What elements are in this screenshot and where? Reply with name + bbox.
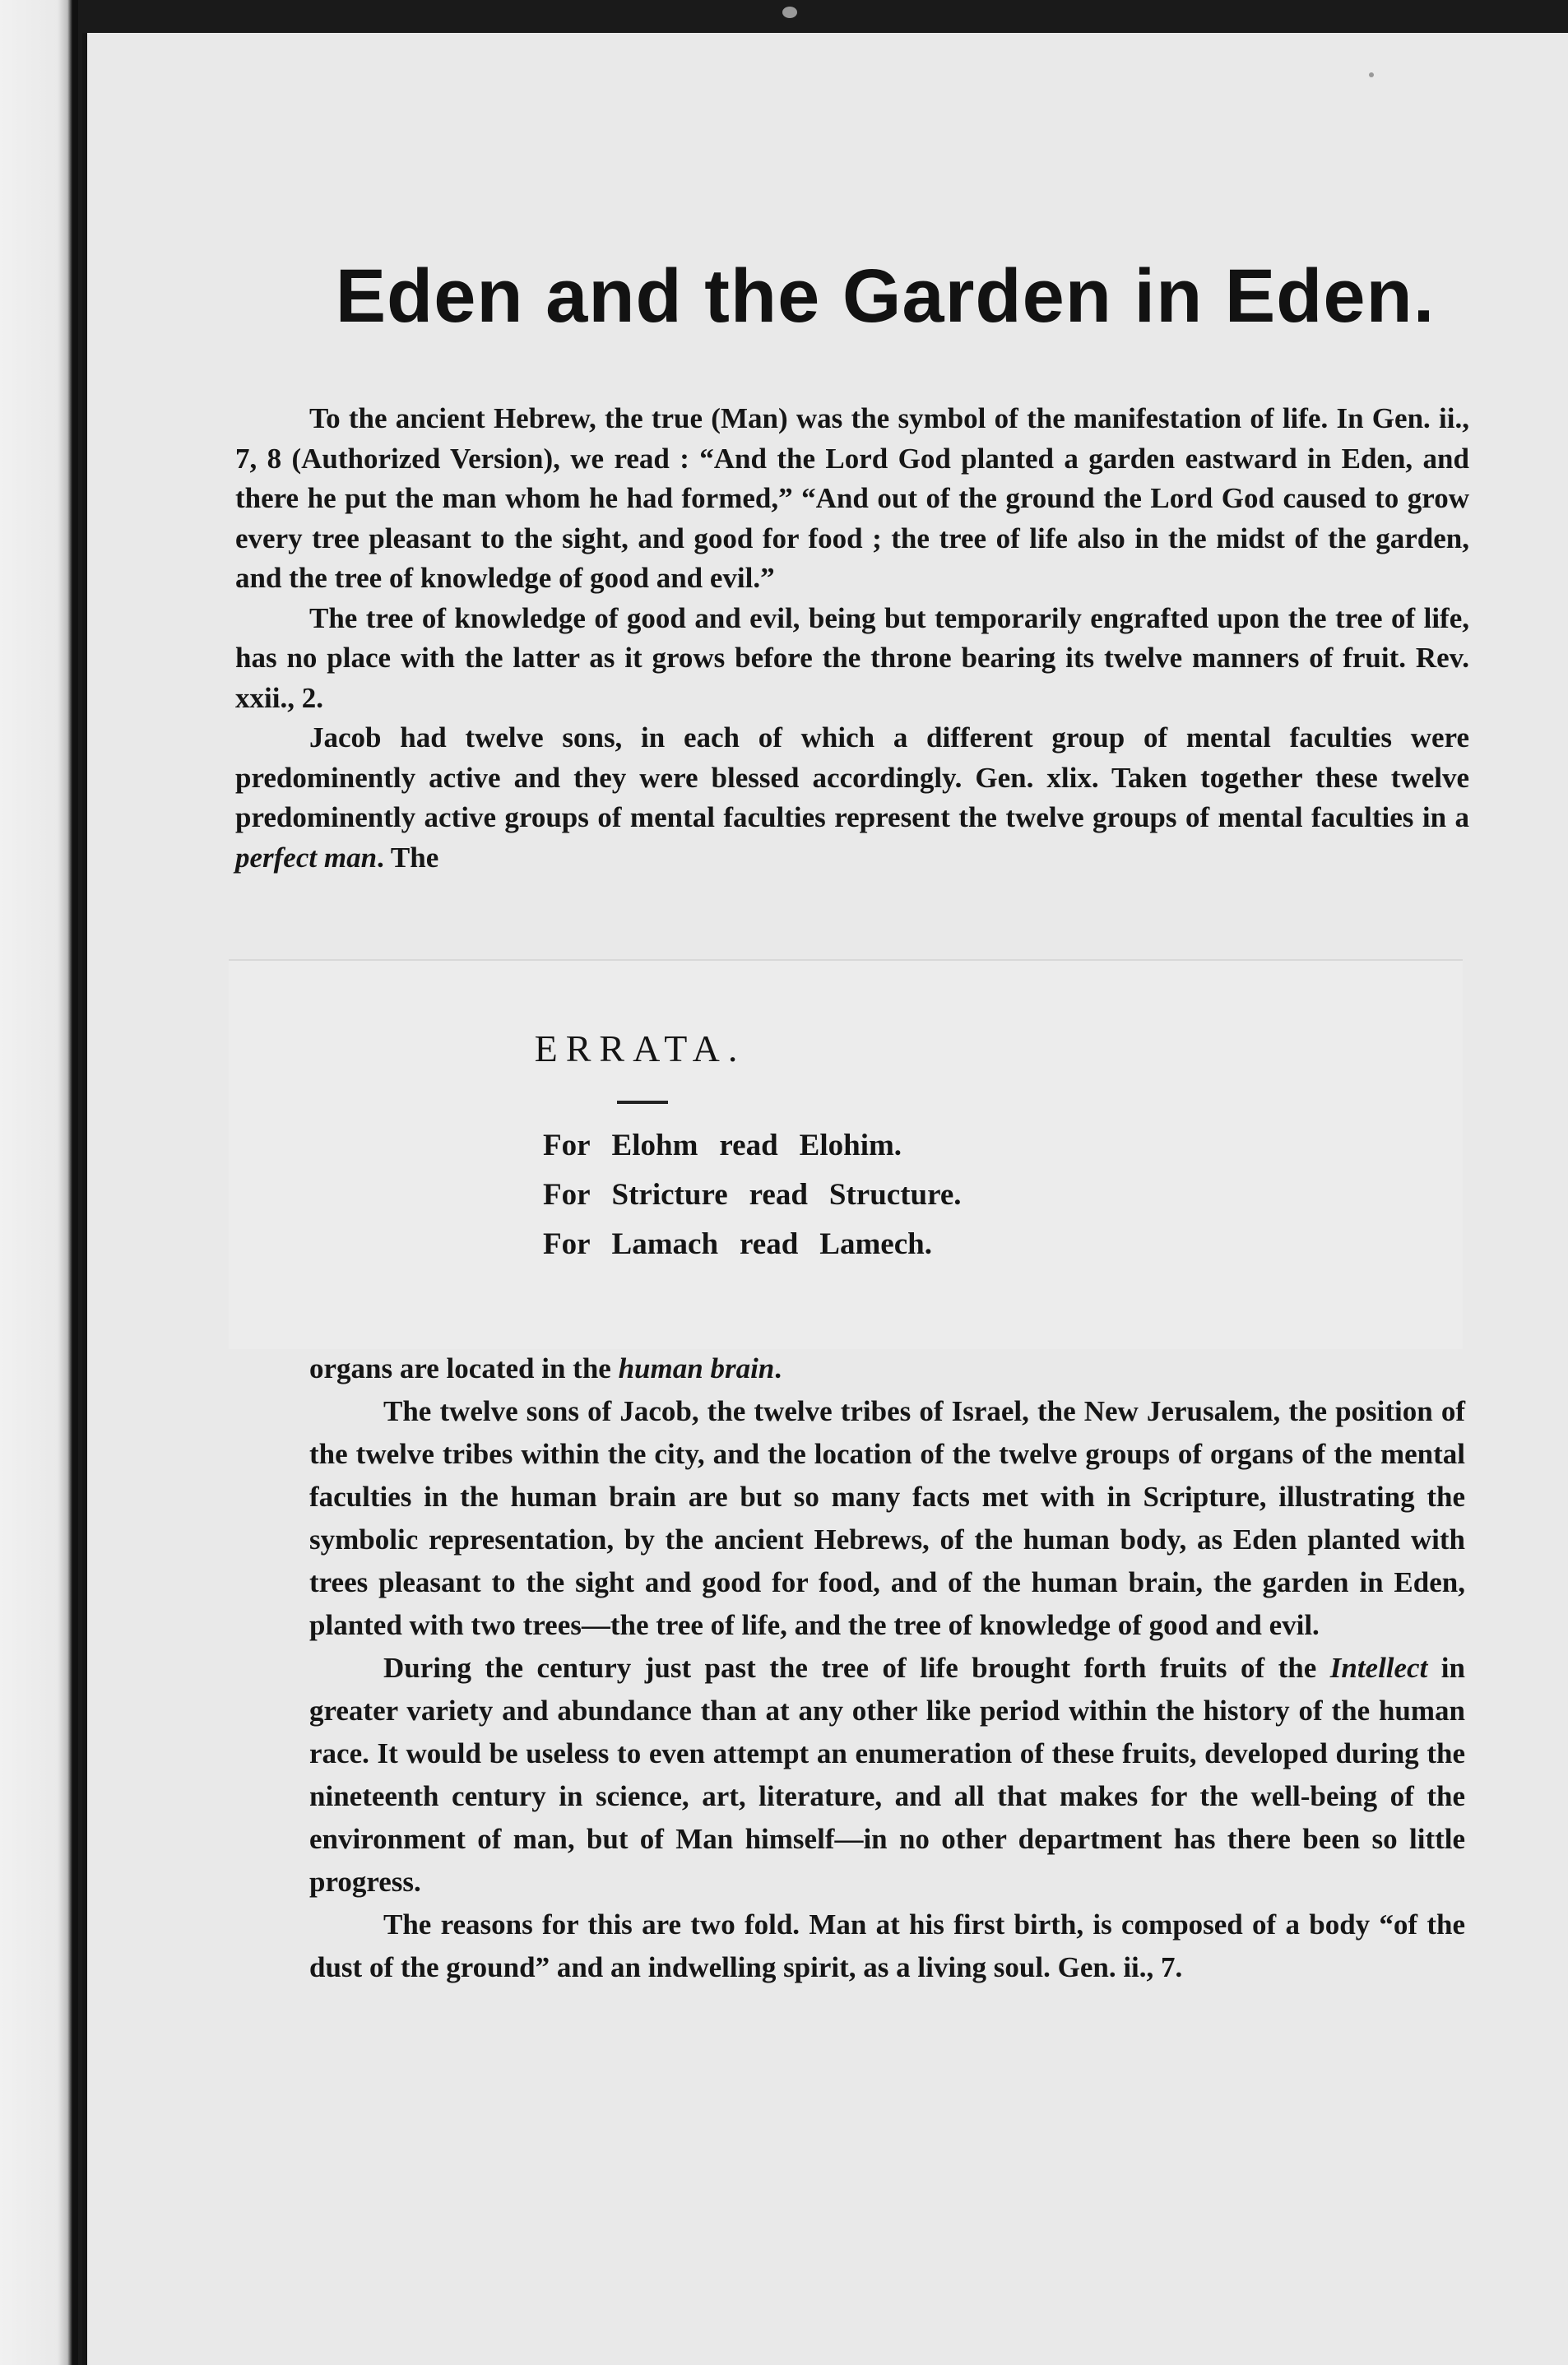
- intro-text: [235, 399, 1469, 878]
- emphasis-text: perfect man: [235, 841, 378, 874]
- errata-read: read: [749, 1178, 808, 1212]
- errata-right: Elohim.: [799, 1129, 902, 1162]
- paragraph: [235, 718, 1469, 878]
- scan-speck: [1369, 72, 1374, 77]
- text-run: . The: [377, 841, 439, 874]
- errata-read: read: [740, 1227, 799, 1261]
- paragraph: The twelve sons of Jacob, the twelve tribes of Israel, the New Jerusalem, the position of the twelve tribes within the city, and the location of the twelve groups of organs of the mental faculties in the human brain are but so many facts met with in Scripture, illustrating the symbolic representation, by the ancient Hebrews, of the human body, as Eden planted with trees pleasant to the sight and good for food, and of the human brain, the garden in Eden, planted with two trees—the tree of life, and the tree of knowledge of good and evil.: [309, 1395, 1465, 1641]
- errata-for: For: [543, 1227, 591, 1261]
- page-title: Eden and the Garden in Eden.: [335, 254, 1436, 338]
- errata-heading: ERRATA.: [534, 1027, 746, 1069]
- paragraph: The reasons for this are two fold. Man at his first birth, is composed of a body “of the dust of the ground” and an indwelling spirit, as a living soul. Gen. ii., 7.: [309, 1908, 1465, 1983]
- paragraph: The tree of knowledge of good and evil, being but temporarily engrafted upon the tree of life, has no place with the latter as it grows before the throne bearing its twelve manners of fruit. Rev. xxii., 2.: [235, 601, 1469, 714]
- scan-speck: [782, 7, 797, 18]
- text-run: .: [774, 1352, 782, 1384]
- errata-right: Lamech.: [819, 1227, 932, 1261]
- errata-slip: [229, 959, 1463, 1349]
- divider-rule: [617, 1101, 668, 1104]
- text-run: Jacob had twelve sons, in each of which a different group of mental faculties were predominently active and they were blessed accordingly. Gen. xlix. Taken together these twelve predominently active groups of mental faculties represent the twelve groups of mental faculties in a: [235, 721, 1469, 833]
- errata-right: Structure.: [828, 1178, 962, 1212]
- emphasis-text: Intellect: [1329, 1652, 1428, 1684]
- text-run: organs are located in the: [309, 1352, 619, 1384]
- paragraph: To the ancient Hebrew, the true (Man) was the symbol of the manifestation of life. In Gen. ii., 7, 8 (Authorized Version), we read : “And the Lord God planted a garden eastward in Eden, and there he put the man whom he had formed,” “And out of the ground the Lord God caused to grow every tree pleasant to the sight, and good for food ; the tree of life also in the midst of the garden, and the tree of knowledge of good and evil.”: [235, 402, 1469, 594]
- document-page: [82, 33, 1568, 2365]
- continuation-text: [309, 1347, 1465, 1989]
- errata-for: For: [543, 1178, 591, 1212]
- errata-item: [543, 1121, 983, 1171]
- errata-for: For: [543, 1129, 591, 1162]
- emphasis-text: human brain: [618, 1352, 775, 1384]
- paragraph: [309, 1647, 1465, 1904]
- scan-left-margin: [0, 0, 78, 2365]
- text-run: in greater variety and abundance than at any other like period within the history of the human race. It would be useless to even attempt an enumeration of these fruits, developed during the nineteenth century in science, art, literature, and all that makes for the well-being of the environment of man, but of Man himself—in no other department has there been so little progress.: [309, 1652, 1465, 1898]
- text-run: During the century just past the tree of life brought forth fruits of the: [383, 1652, 1330, 1684]
- paragraph: [309, 1347, 1465, 1390]
- errata-wrong: Lamach: [611, 1227, 719, 1261]
- errata-item: [543, 1220, 983, 1269]
- errata-wrong: Elohm: [611, 1129, 698, 1162]
- errata-list: [543, 1121, 983, 1269]
- errata-wrong: Stricture: [611, 1178, 728, 1212]
- errata-read: read: [719, 1129, 778, 1162]
- errata-item: [543, 1171, 983, 1220]
